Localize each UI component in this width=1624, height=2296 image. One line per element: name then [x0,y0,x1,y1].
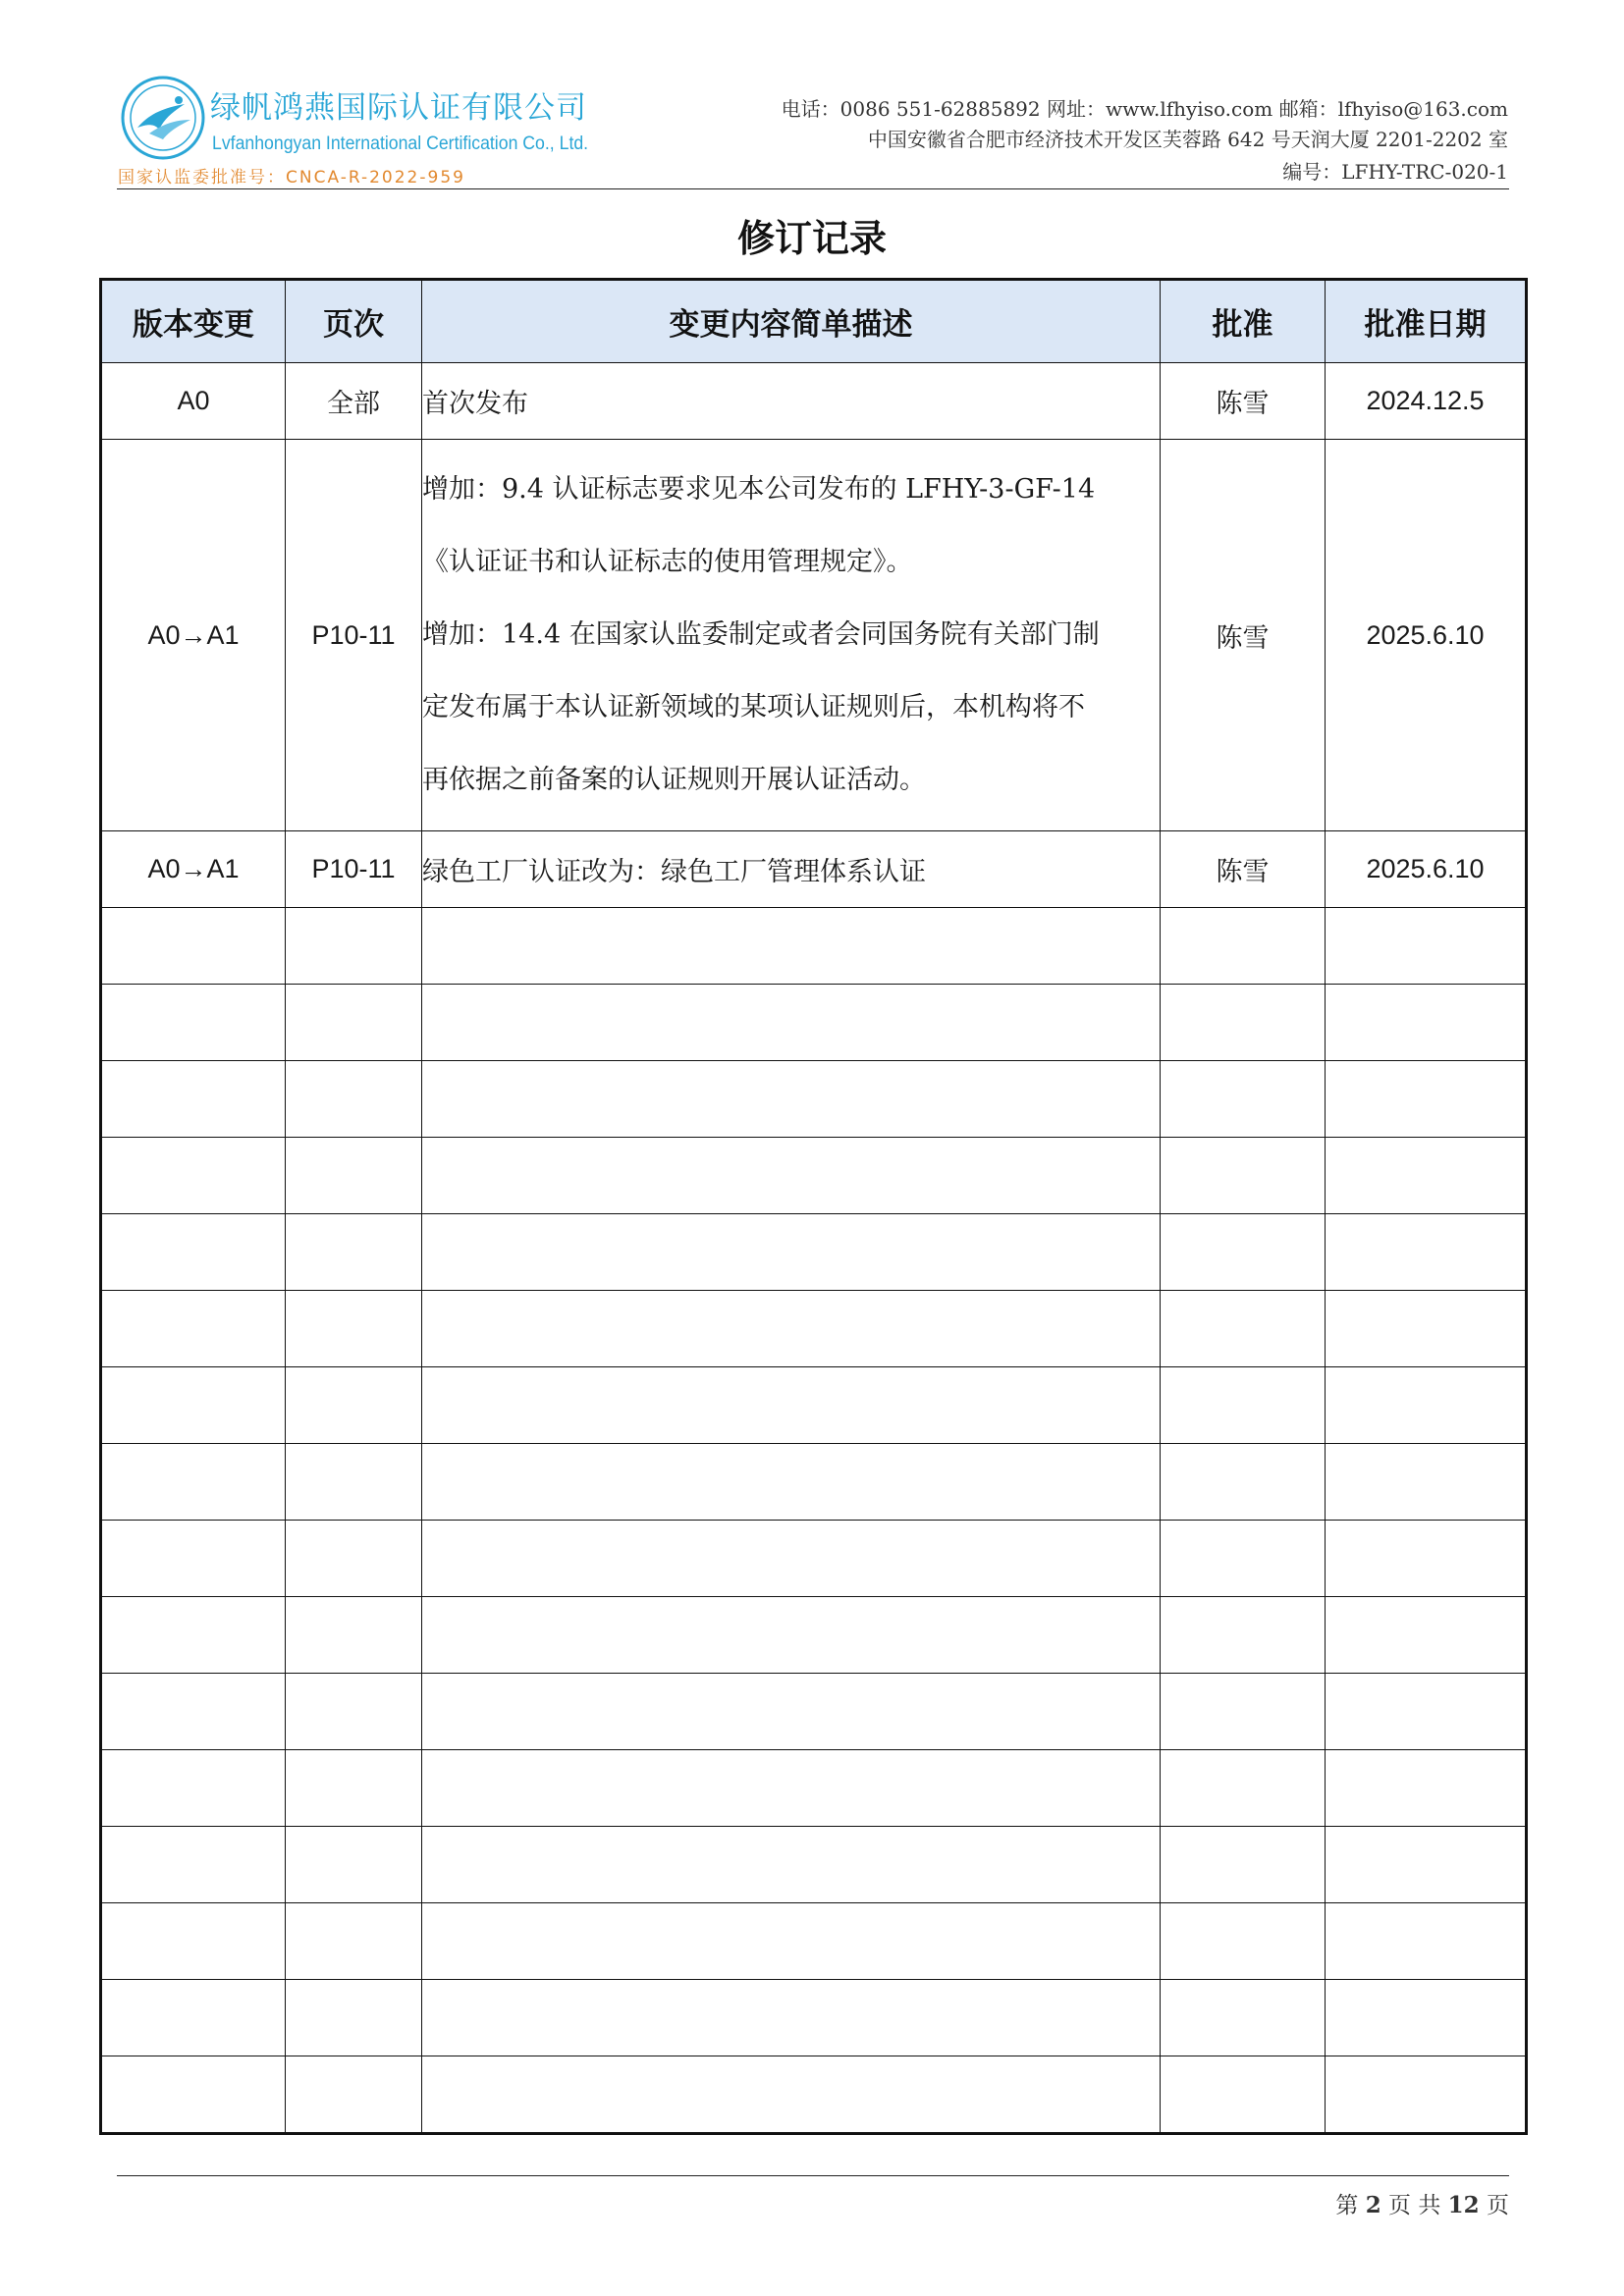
empty-table-row [101,1061,1527,1138]
company-logo-icon [120,75,206,161]
table-row [101,831,1527,908]
empty-table-row [101,1750,1527,1827]
company-address: 中国安徽省合肥市经济技术开发区芙蓉路 642 号天润大厦 2201-2202 室 [867,128,1508,151]
version-cell: A0→A1 [101,831,286,908]
approver-cell: 陈雪 [1161,831,1326,908]
page-prefix: 第 [1335,2193,1359,2218]
revision-table [99,278,1528,2135]
table-header-row [101,280,1527,363]
page-mid: 页 共 [1388,2193,1441,2218]
description-line: 增加：14.4 在国家认监委制定或者会同国务院有关部门制 [422,619,1100,650]
column-header-version: 版本变更 [101,280,286,363]
footer-divider [117,2175,1509,2176]
table-row [101,363,1527,440]
column-header-description: 变更内容简单描述 [422,280,1161,363]
version-cell: A0→A1 [101,440,286,831]
description-cell [422,440,1161,831]
version-cell: A0 [101,363,286,440]
page-suffix: 页 [1487,2193,1509,2218]
description-line: 定发布属于本认证新领域的某项认证规则后，本机构将不 [422,692,1085,722]
column-header-approver: 批准 [1161,280,1326,363]
document-code: 编号：LFHY-TRC-020-1 [1282,160,1508,184]
empty-table-row [101,985,1527,1061]
description-line: 《认证证书和认证标志的使用管理规定》。 [422,547,913,577]
empty-table-row [101,1367,1527,1444]
approver-cell: 陈雪 [1161,363,1326,440]
page-number [1335,2187,1509,2219]
date-cell: 2024.12.5 [1326,363,1527,440]
approver-cell: 陈雪 [1161,440,1326,831]
table-row [101,440,1527,831]
page-cell: P10-11 [286,831,422,908]
empty-table-row [101,908,1527,985]
empty-table-row [101,1827,1527,1903]
empty-table-row [101,1903,1527,1980]
approval-number: 国家认监委批准号：CNCA-R-2022-959 [118,168,465,187]
total-pages: 12 [1447,2192,1480,2218]
column-header-page: 页次 [286,280,422,363]
empty-table-row [101,1674,1527,1750]
page-cell: P10-11 [286,440,422,831]
description-cell: 绿色工厂认证改为：绿色工厂管理体系认证 [422,831,1161,908]
description-line: 再依据之前备案的认证规则开展认证活动。 [422,765,926,795]
empty-table-row [101,1521,1527,1597]
date-cell: 2025.6.10 [1326,831,1527,908]
column-header-date: 批准日期 [1326,280,1527,363]
empty-table-row [101,1597,1527,1674]
empty-table-row [101,2056,1527,2134]
date-cell: 2025.6.10 [1326,440,1527,831]
header-divider [117,188,1509,189]
current-page: 2 [1365,2192,1381,2218]
company-name-cn: 绿帆鸿燕国际认证有限公司 [210,90,587,126]
empty-table-row [101,1444,1527,1521]
empty-table-row [101,1214,1527,1291]
company-name-en: Lvfanhongyan International Certification Co., Ltd. [212,133,589,154]
contact-info: 电话：0086 551-62885892 网址：www.lfhyiso.com 邮箱：lfhyiso@163.com [781,97,1508,121]
page-title: 修订记录 [736,217,887,260]
description-cell: 首次发布 [422,363,1161,440]
page-cell: 全部 [286,363,422,440]
empty-table-row [101,1980,1527,2056]
empty-table-row [101,1138,1527,1214]
description-line: 增加：9.4 认证标志要求见本公司发布的 LFHY-3-GF-14 [422,474,1096,505]
empty-table-row [101,1291,1527,1367]
